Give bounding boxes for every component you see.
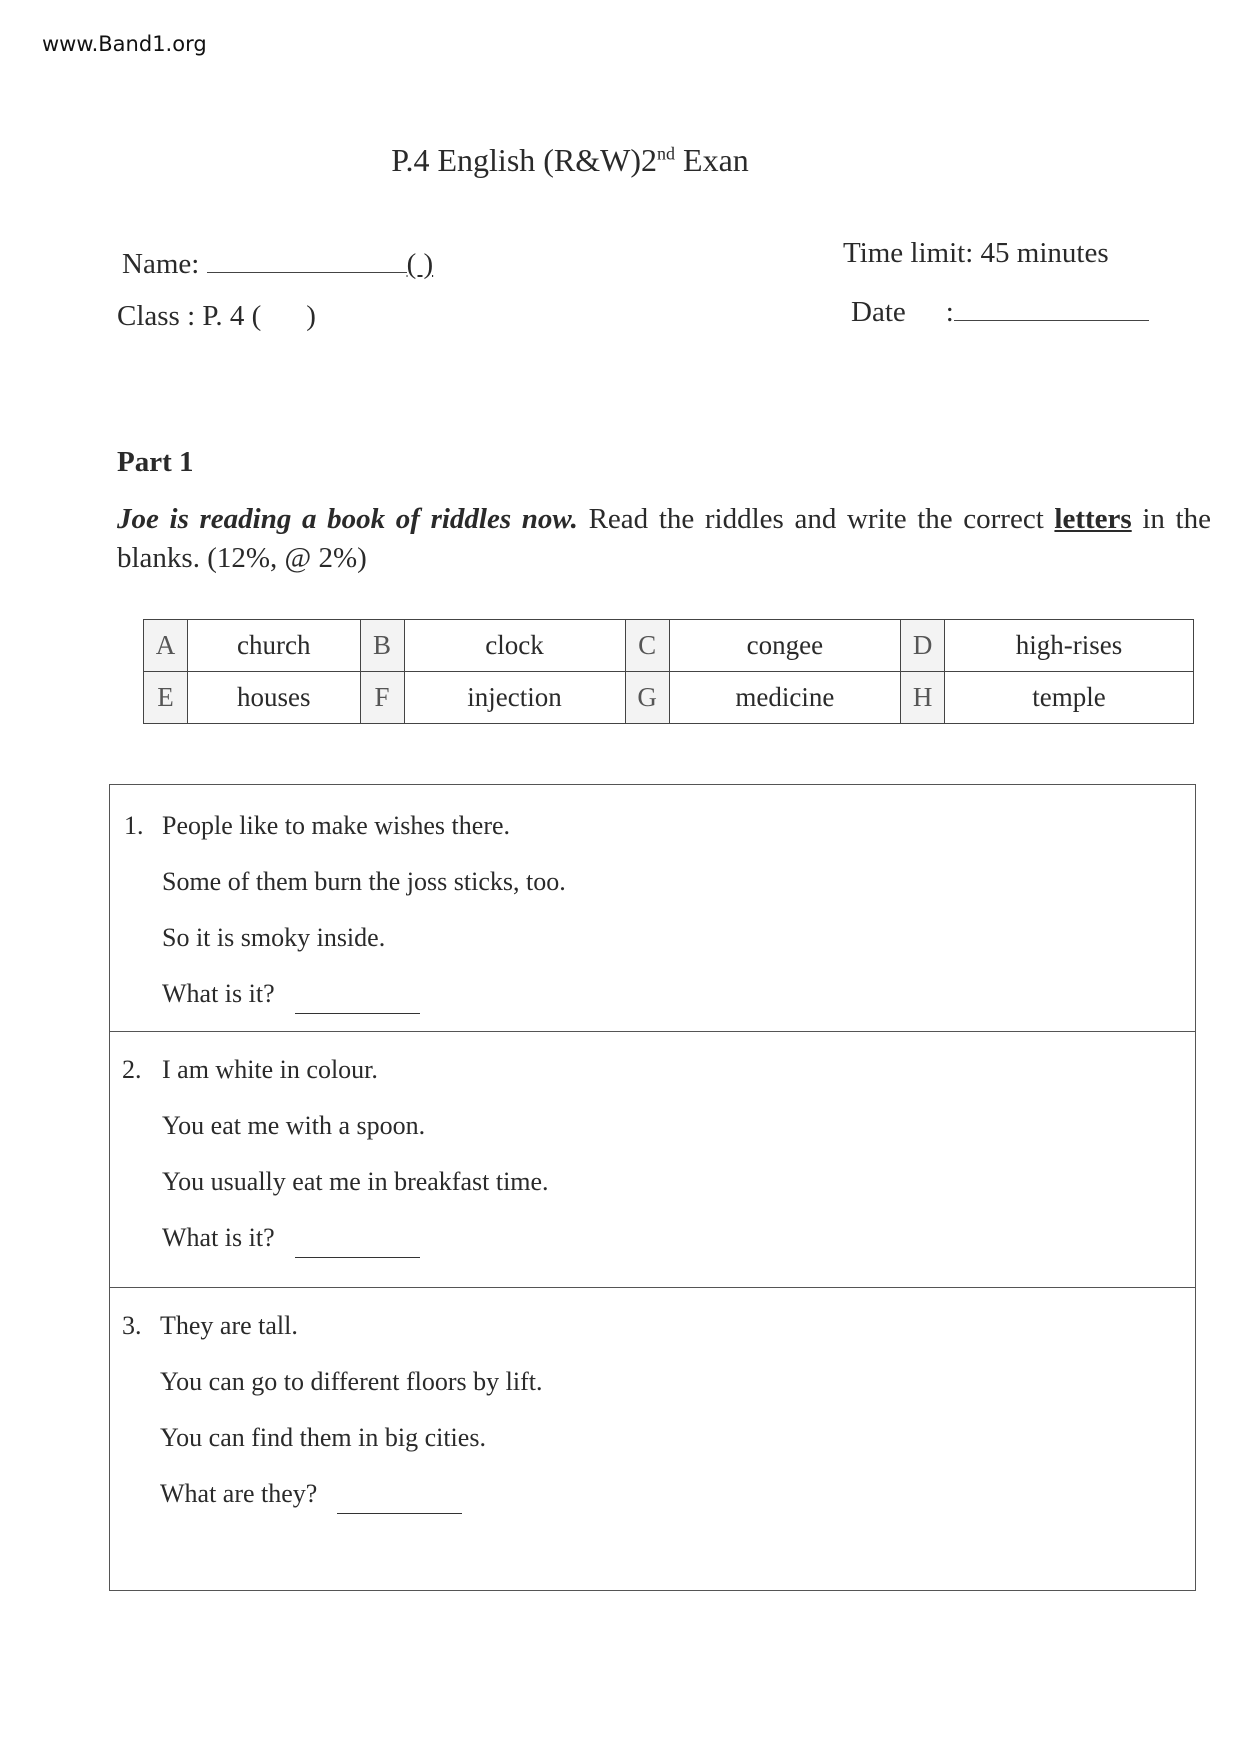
riddle-number: 3. bbox=[122, 1311, 142, 1340]
title-end: Exan bbox=[675, 142, 749, 178]
riddle-line: Some of them burn the joss sticks, too. bbox=[162, 867, 566, 896]
name-label: Name: bbox=[122, 248, 200, 280]
table-row bbox=[144, 672, 1194, 724]
riddles-box bbox=[109, 784, 1196, 1591]
answer-blank[interactable] bbox=[295, 1233, 420, 1258]
date-label: Date bbox=[851, 296, 906, 328]
riddle-line: You can find them in big cities. bbox=[160, 1423, 486, 1452]
option-word: congee bbox=[669, 620, 900, 672]
class-number-blank: ( ) bbox=[406, 248, 434, 280]
table-row bbox=[144, 620, 1194, 672]
date-colon: : bbox=[945, 296, 954, 328]
option-letter: G bbox=[625, 672, 669, 724]
instruction-text: Read the riddles and write the correct bbox=[577, 503, 1055, 535]
answer-blank[interactable] bbox=[295, 989, 420, 1014]
instruction-underlined: letters bbox=[1054, 503, 1132, 535]
question-text: What is it? bbox=[162, 1223, 275, 1252]
riddle-line: People like to make wishes there. bbox=[162, 811, 511, 840]
class-label: Class : P. 4 ( bbox=[117, 300, 262, 332]
option-word: houses bbox=[188, 672, 361, 724]
instructions bbox=[117, 500, 1211, 578]
question-text: What is it? bbox=[162, 979, 275, 1008]
part-heading: Part 1 bbox=[117, 446, 194, 478]
title-superscript: nd bbox=[657, 143, 676, 164]
riddle-number: 2. bbox=[122, 1055, 142, 1084]
answer-blank[interactable] bbox=[337, 1489, 462, 1514]
page-title bbox=[0, 142, 1140, 179]
options-table bbox=[143, 619, 1194, 724]
class-close: ) bbox=[306, 300, 316, 332]
date-field bbox=[851, 296, 1149, 329]
option-letter: H bbox=[901, 672, 945, 724]
instruction-text-2: in the blanks. (12%, @ 2%) bbox=[117, 503, 1211, 574]
option-letter: B bbox=[360, 620, 404, 672]
date-blank[interactable] bbox=[954, 320, 1149, 321]
instruction-italic: Joe is reading a book of riddles now. bbox=[117, 503, 578, 535]
riddle-question bbox=[162, 1223, 420, 1258]
riddle-number: 1. bbox=[124, 811, 144, 840]
riddle-line: They are tall. bbox=[160, 1311, 298, 1340]
watermark: www.Band1.org bbox=[42, 32, 207, 56]
riddle-question bbox=[162, 979, 420, 1014]
time-limit: Time limit: 45 minutes bbox=[843, 237, 1109, 269]
option-word: church bbox=[188, 620, 361, 672]
riddle-line: I am white in colour. bbox=[162, 1055, 378, 1084]
riddle-2 bbox=[110, 1031, 1195, 1288]
option-letter: D bbox=[901, 620, 945, 672]
option-word: injection bbox=[404, 672, 625, 724]
option-letter: F bbox=[360, 672, 404, 724]
option-word: high-rises bbox=[945, 620, 1194, 672]
option-letter: E bbox=[144, 672, 188, 724]
option-word: medicine bbox=[669, 672, 900, 724]
riddle-line: You can go to different floors by lift. bbox=[160, 1367, 543, 1396]
title-text: P.4 English (R&W)2 bbox=[391, 142, 658, 178]
riddle-1 bbox=[110, 785, 1195, 1032]
class-field bbox=[117, 300, 316, 333]
riddle-line: So it is smoky inside. bbox=[162, 923, 386, 952]
option-word: clock bbox=[404, 620, 625, 672]
question-text: What are they? bbox=[160, 1479, 318, 1508]
option-word: temple bbox=[945, 672, 1194, 724]
option-letter: C bbox=[625, 620, 669, 672]
riddle-line: You eat me with a spoon. bbox=[162, 1111, 426, 1140]
name-field bbox=[122, 248, 433, 281]
option-letter: A bbox=[144, 620, 188, 672]
riddle-line: You usually eat me in breakfast time. bbox=[162, 1167, 549, 1196]
name-blank[interactable] bbox=[207, 272, 407, 273]
riddle-question bbox=[160, 1479, 462, 1514]
